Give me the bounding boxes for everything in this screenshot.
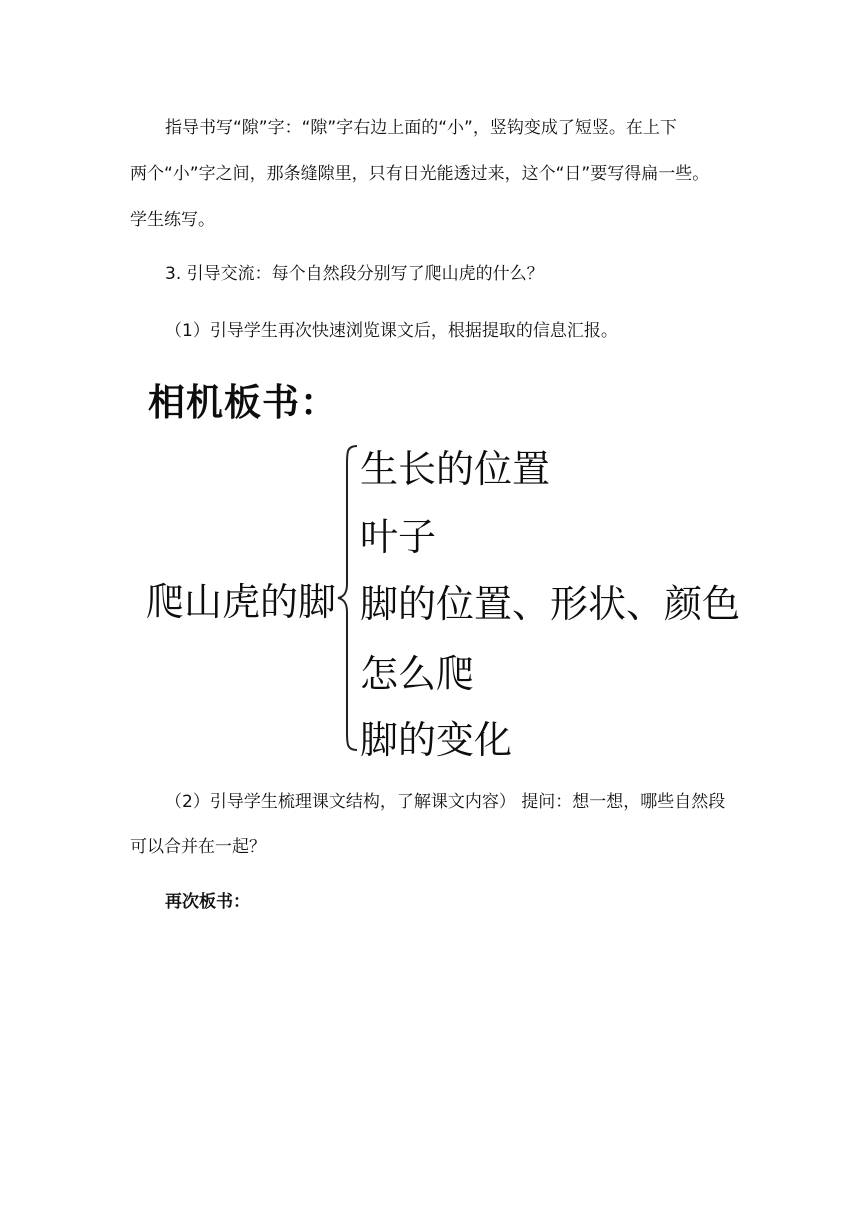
board-branch-5: 脚的变化 [360, 718, 513, 762]
paragraph-1-line-2: 两个“小”字之间，那条缝隙里，只有日光能透过来，这个“日”要写得扁一些。 [130, 164, 710, 184]
board-branch-3: 脚的位置、形状、颜色 [360, 582, 741, 626]
paragraph-2: 3. 引导交流：每个自然段分别写了爬山虎的什么？ [165, 264, 544, 284]
paragraph-5: 再次板书： [165, 892, 250, 912]
board-branch-2: 叶子 [360, 515, 437, 559]
board-branch-1: 生长的位置 [360, 447, 551, 491]
brace-icon [337, 444, 361, 752]
board-branch-4: 怎么爬 [360, 652, 475, 696]
paragraph-1-line-1: 指导书写“隙”字：“隙”字右边上面的“小”，竖钩变成了短竖。在上下 [165, 118, 677, 138]
board-title: 相机板书： [148, 380, 338, 424]
paragraph-1-line-3: 学生练写。 [130, 210, 215, 230]
board-subject: 爬山虎的脚 [146, 580, 337, 624]
board-image [140, 368, 741, 762]
paragraph-4-line-1: （2）引导学生梳理课文结构，了解课文内容） 提问：想一想，哪些自然段 [165, 792, 726, 812]
paragraph-4-line-2: 可以合并在一起？ [130, 837, 266, 857]
paragraph-3: （1）引导学生再次快速浏览课文后，根据提取的信息汇报。 [165, 321, 618, 341]
